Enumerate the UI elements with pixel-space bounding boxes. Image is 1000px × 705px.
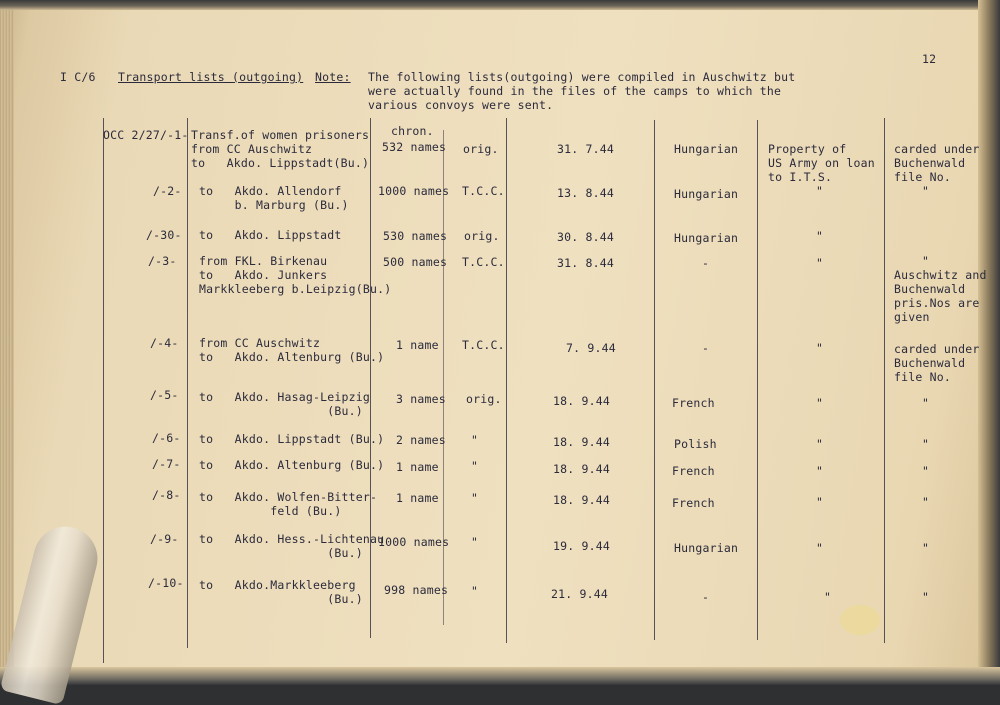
row-remarks: " — [922, 464, 930, 478]
page-stack-edge — [0, 0, 14, 685]
row-property: " — [816, 229, 824, 243]
row-property: " — [824, 590, 832, 604]
column-rule — [187, 118, 188, 648]
row-remarks: carded under — [894, 342, 980, 356]
column-rule — [443, 130, 444, 625]
row-description: from CC Auschwitz — [191, 142, 313, 156]
row-property: " — [816, 184, 824, 198]
row-description: (Bu.) — [199, 546, 363, 560]
row-id: /-8- — [152, 488, 181, 502]
row-id: /-3- — [148, 254, 177, 268]
row-property: " — [816, 396, 824, 410]
column-rule — [654, 120, 655, 640]
row-names: 1 name — [396, 338, 439, 352]
row-date: 19. 9.44 — [553, 539, 610, 553]
row-id: /-4- — [150, 336, 179, 350]
row-date: 21. 9.44 — [551, 587, 608, 601]
row-description: to Akdo. Altenburg (Bu.) — [199, 458, 385, 472]
row-date: 18. 9.44 — [553, 394, 610, 408]
row-date: 18. 9.44 — [553, 493, 610, 507]
row-type: orig. — [464, 229, 500, 243]
binding-edge — [978, 0, 1000, 685]
row-nationality: French — [672, 396, 715, 410]
row-property: " — [816, 256, 824, 270]
row-type: " — [471, 459, 479, 473]
row-property: " — [816, 341, 824, 355]
row-description: from CC Auschwitz — [199, 336, 321, 350]
row-names: 998 names — [384, 583, 449, 597]
row-description: feld (Bu.) — [199, 504, 342, 518]
row-date: 31. 7.44 — [557, 142, 614, 156]
row-nationality: - — [702, 256, 710, 270]
note-label: Note: — [315, 70, 351, 84]
row-id: /-5- — [150, 388, 179, 402]
note-line: various convoys were sent. — [368, 98, 554, 112]
row-names: chron. — [391, 124, 434, 138]
row-nationality: French — [672, 464, 715, 478]
row-id: /-10- — [148, 576, 184, 590]
row-description: to Akdo. Hess.-Lichtenau — [199, 532, 385, 546]
row-names: 1 name — [396, 460, 439, 474]
row-description: to Akdo.Markkleeberg — [199, 578, 356, 592]
row-names: 530 names — [383, 229, 448, 243]
row-names: 1000 names — [378, 535, 450, 549]
row-remarks: " — [922, 254, 930, 268]
row-remarks: " — [922, 541, 930, 555]
row-description: Markkleeberg b.Leipzig(Bu.) — [199, 282, 392, 296]
column-rule — [103, 118, 104, 663]
row-type: orig. — [463, 142, 499, 156]
row-id: /-6- — [152, 431, 181, 445]
row-property: US Army on loan — [768, 156, 875, 170]
row-names: 3 names — [396, 392, 446, 406]
row-remarks: Auschwitz and — [894, 268, 987, 282]
row-date: 18. 9.44 — [553, 435, 610, 449]
row-type: " — [471, 433, 479, 447]
row-type: " — [471, 491, 479, 505]
row-description: to Akdo. Lippstadt (Bu.) — [199, 432, 385, 446]
note-line: were actually found in the files of the camps to which the — [368, 84, 782, 98]
row-description: (Bu.) — [199, 592, 363, 606]
row-description: from FKL. Birkenau — [199, 254, 328, 268]
page-bottom-edge — [0, 667, 1000, 685]
row-id: /-2- — [153, 184, 182, 198]
row-date: 31. 8.44 — [557, 256, 614, 270]
row-property: Property of — [768, 142, 847, 156]
column-rule — [884, 118, 885, 643]
row-nationality: - — [702, 590, 710, 604]
row-id: /-9- — [150, 532, 179, 546]
row-names: 1 name — [396, 491, 439, 505]
row-remarks: " — [922, 396, 930, 410]
row-nationality: - — [702, 341, 710, 355]
row-description: to Akdo. Wolfen-Bitter- — [199, 490, 378, 504]
row-remarks: " — [922, 184, 930, 198]
row-description: to Akdo. Hasag-Leipzig — [199, 390, 370, 404]
section-ref: I C/6 — [60, 70, 96, 84]
row-id: OCC 2/27/-1- — [103, 128, 189, 142]
row-type: " — [471, 535, 479, 549]
row-remarks: pris.Nos are — [894, 296, 980, 310]
column-rule — [506, 118, 507, 643]
column-rule — [757, 120, 758, 640]
section-title: Transport lists (outgoing) — [118, 70, 304, 84]
row-remarks: file No. — [894, 370, 951, 384]
row-id: /-30- — [146, 228, 182, 242]
row-description: Transf.of women prisoners — [191, 128, 370, 142]
row-property: " — [816, 437, 824, 451]
row-remarks: Buchenwald — [894, 282, 966, 296]
row-date: 13. 8.44 — [557, 186, 614, 200]
note-line: The following lists(outgoing) were compiled in Auschwitz but — [368, 70, 796, 84]
row-description: to Akdo. Lippstadt(Bu.) — [191, 156, 370, 170]
row-nationality: Hungarian — [674, 187, 739, 201]
row-remarks: given — [894, 310, 930, 324]
row-description: to Akdo. Lippstadt — [199, 228, 342, 242]
row-date: 18. 9.44 — [553, 462, 610, 476]
row-nationality: Hungarian — [674, 541, 739, 555]
row-remarks: " — [922, 437, 930, 451]
row-type: orig. — [466, 392, 502, 406]
row-remarks: file No. — [894, 170, 951, 184]
row-property: " — [816, 495, 824, 509]
row-description: to Akdo. Allendorf — [199, 184, 342, 198]
row-names: 1000 names — [378, 184, 450, 198]
row-description: to Akdo. Junkers — [199, 268, 328, 282]
row-date: 30. 8.44 — [557, 230, 614, 244]
row-remarks: " — [922, 495, 930, 509]
row-remarks: Buchenwald — [894, 156, 966, 170]
row-type: T.C.C. — [462, 338, 505, 352]
row-property: to I.T.S. — [768, 170, 833, 184]
row-date: 7. 9.44 — [566, 341, 616, 355]
row-description: b. Marburg (Bu.) — [199, 198, 349, 212]
page-number: 12 — [922, 52, 937, 66]
row-nationality: French — [672, 496, 715, 510]
row-nationality: Hungarian — [674, 142, 739, 156]
row-names: 2 names — [396, 433, 446, 447]
row-property: " — [816, 464, 824, 478]
row-names: 500 names — [383, 255, 448, 269]
row-nationality: Polish — [674, 437, 717, 451]
page-top-edge — [0, 0, 1000, 10]
column-rule — [370, 118, 371, 638]
paper-stain — [840, 605, 880, 635]
row-type: " — [471, 584, 479, 598]
row-description: (Bu.) — [199, 404, 363, 418]
row-property: " — [816, 541, 824, 555]
row-type: T.C.C. — [462, 184, 505, 198]
row-nationality: Hungarian — [674, 231, 739, 245]
row-description: to Akdo. Altenburg (Bu.) — [199, 350, 385, 364]
row-type: T.C.C. — [462, 255, 505, 269]
row-names: 532 names — [382, 140, 447, 154]
row-remarks: carded under — [894, 142, 980, 156]
row-remarks: " — [922, 590, 930, 604]
row-id: /-7- — [152, 457, 181, 471]
row-remarks: Buchenwald — [894, 356, 966, 370]
